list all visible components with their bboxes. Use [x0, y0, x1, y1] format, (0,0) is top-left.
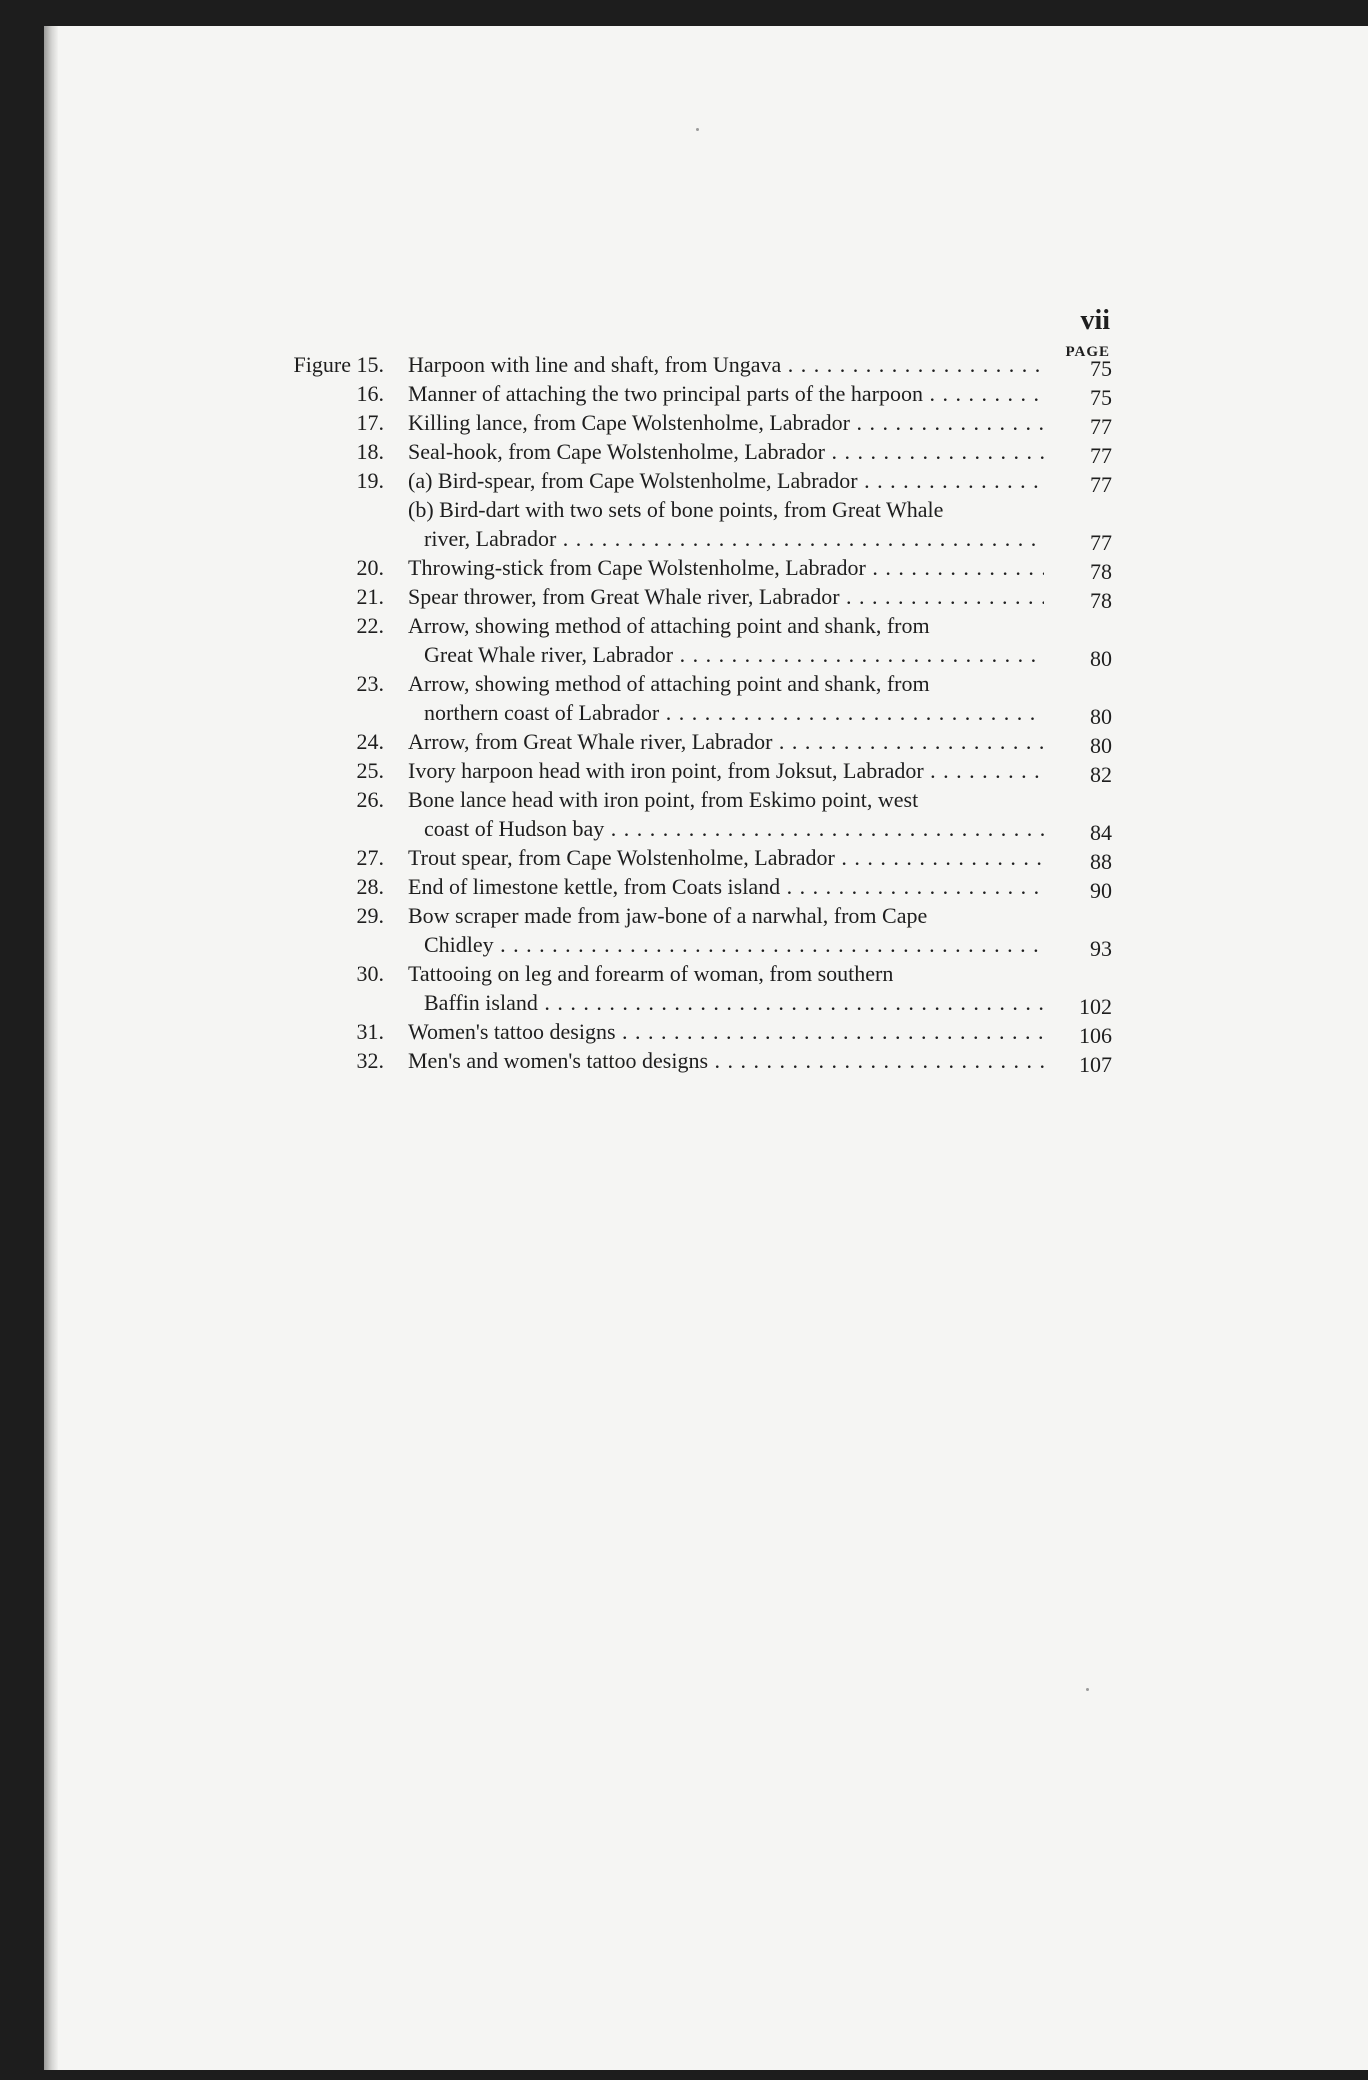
- figure-page-number: 84: [1090, 820, 1112, 845]
- figure-number: 31.: [356, 1019, 384, 1044]
- figure-entry: [270, 669, 1112, 727]
- figure-page-number: 78: [1090, 588, 1112, 613]
- figure-page-number: 80: [1090, 646, 1112, 671]
- figure-caption-line: northern coast of Labrador . . .: [424, 698, 1044, 727]
- figure-entry: [270, 901, 1112, 959]
- figure-page-number: 75: [1090, 356, 1112, 381]
- figure-page-number: 107: [1079, 1052, 1112, 1077]
- book-spine-edge: [44, 26, 58, 2070]
- figure-caption-line: Arrow, from Great Whale river, Labrador . . .: [408, 727, 1044, 756]
- figure-caption-line: Trout spear, from Cape Wolstenholme, Labrador . . .: [408, 843, 1044, 872]
- figure-number: 21.: [356, 584, 384, 609]
- figure-caption-line: Harpoon with line and shaft, from Ungava . . .: [408, 350, 1044, 379]
- figure-page-number: 77: [1090, 472, 1112, 497]
- figure-number: 23.: [356, 671, 384, 696]
- figure-number: 32.: [356, 1048, 384, 1073]
- list-of-figures: [270, 350, 1112, 1075]
- figure-entry: [270, 959, 1112, 1017]
- figure-caption-line: Seal-hook, from Cape Wolstenholme, Labrador . . .: [408, 437, 1044, 466]
- figure-entry: [270, 408, 1112, 437]
- figure-caption-line: river, Labrador . . .: [424, 524, 1044, 553]
- figure-page-number: 90: [1090, 878, 1112, 903]
- figure-page-number: 77: [1090, 443, 1112, 468]
- figure-caption-line: Men's and women's tattoo designs . . .: [408, 1046, 1044, 1075]
- figure-entry: [270, 872, 1112, 901]
- figure-caption-line: (b) Bird-dart with two sets of bone points, from Great Whale: [408, 497, 944, 522]
- figure-page-number: 78: [1090, 559, 1112, 584]
- figure-number: 27.: [356, 845, 384, 870]
- figure-number: 26.: [356, 787, 384, 812]
- figure-caption-line: Ivory harpoon head with iron point, from Joksut, Labrador . . .: [408, 756, 1044, 785]
- figure-caption-line: coast of Hudson bay . . .: [424, 814, 1044, 843]
- figure-entry: [270, 582, 1112, 611]
- figure-page-number: 77: [1090, 530, 1112, 555]
- figure-caption-line: Killing lance, from Cape Wolstenholme, Labrador . . .: [408, 408, 1044, 437]
- figure-entry: [270, 756, 1112, 785]
- figure-entry: [270, 785, 1112, 843]
- figure-entry: [270, 437, 1112, 466]
- figure-entry: [270, 379, 1112, 408]
- figure-caption-line: Women's tattoo designs . . .: [408, 1017, 1044, 1046]
- figure-caption-line: Great Whale river, Labrador . . .: [424, 640, 1044, 669]
- figure-number: 29.: [356, 903, 384, 928]
- figure-entry: [270, 553, 1112, 582]
- figure-caption-line: Bow scraper made from jaw-bone of a narwhal, from Cape: [408, 903, 928, 928]
- figure-number: 28.: [356, 874, 384, 899]
- figure-number: 25.: [356, 758, 384, 783]
- figure-entry: [270, 495, 1112, 553]
- figure-caption-line: (a) Bird-spear, from Cape Wolstenholme, Labrador . . .: [408, 466, 1044, 495]
- figure-caption-line: Throwing-stick from Cape Wolstenholme, Labrador . . .: [408, 553, 1044, 582]
- figure-page-number: 102: [1079, 994, 1112, 1019]
- page-number: vii: [1080, 305, 1110, 336]
- figure-caption-line: Bone lance head with iron point, from Eskimo point, west: [408, 787, 919, 812]
- figure-number: 18.: [356, 439, 384, 464]
- figure-entry: [270, 350, 1112, 379]
- figure-number: 17.: [356, 410, 384, 435]
- figure-entry: [270, 466, 1112, 495]
- paper-speck: [1086, 1688, 1089, 1691]
- figure-caption-line: End of limestone kettle, from Coats island . . .: [408, 872, 1044, 901]
- figure-number: 22.: [356, 613, 384, 638]
- figure-number: 30.: [356, 961, 384, 986]
- figure-caption-line: Baffin island . . .: [424, 988, 1044, 1017]
- figure-entry: [270, 611, 1112, 669]
- figure-page-number: 88: [1090, 849, 1112, 874]
- figure-number: 19.: [356, 468, 384, 493]
- figure-caption-line: Arrow, showing method of attaching point and shank, from: [408, 671, 930, 696]
- page-column-header: PAGE: [1065, 344, 1110, 360]
- figure-entry: [270, 727, 1112, 756]
- figure-page-number: 80: [1090, 733, 1112, 758]
- figure-number: 20.: [356, 555, 384, 580]
- figure-number: 24.: [356, 729, 384, 754]
- figure-caption-line: Arrow, showing method of attaching point and shank, from: [408, 613, 930, 638]
- paper-speck: [696, 128, 699, 131]
- figure-caption-line: Manner of attaching the two principal parts of the harpoon . . .: [408, 379, 1044, 408]
- figure-page-number: 93: [1090, 936, 1112, 961]
- figure-caption-line: Chidley . . .: [424, 930, 1044, 959]
- figure-entry: [270, 1046, 1112, 1075]
- figure-number: 16.: [356, 381, 384, 406]
- figure-page-number: 77: [1090, 414, 1112, 439]
- figure-page-number: 75: [1090, 385, 1112, 410]
- figure-entry: [270, 843, 1112, 872]
- figure-number: Figure 15.: [293, 352, 384, 377]
- figure-page-number: 80: [1090, 704, 1112, 729]
- figure-page-number: 106: [1079, 1023, 1112, 1048]
- figure-entry: [270, 1017, 1112, 1046]
- figure-caption-line: Tattooing on leg and forearm of woman, from southern: [408, 961, 894, 986]
- figure-caption-line: Spear thrower, from Great Whale river, Labrador . . .: [408, 582, 1044, 611]
- figure-page-number: 82: [1090, 762, 1112, 787]
